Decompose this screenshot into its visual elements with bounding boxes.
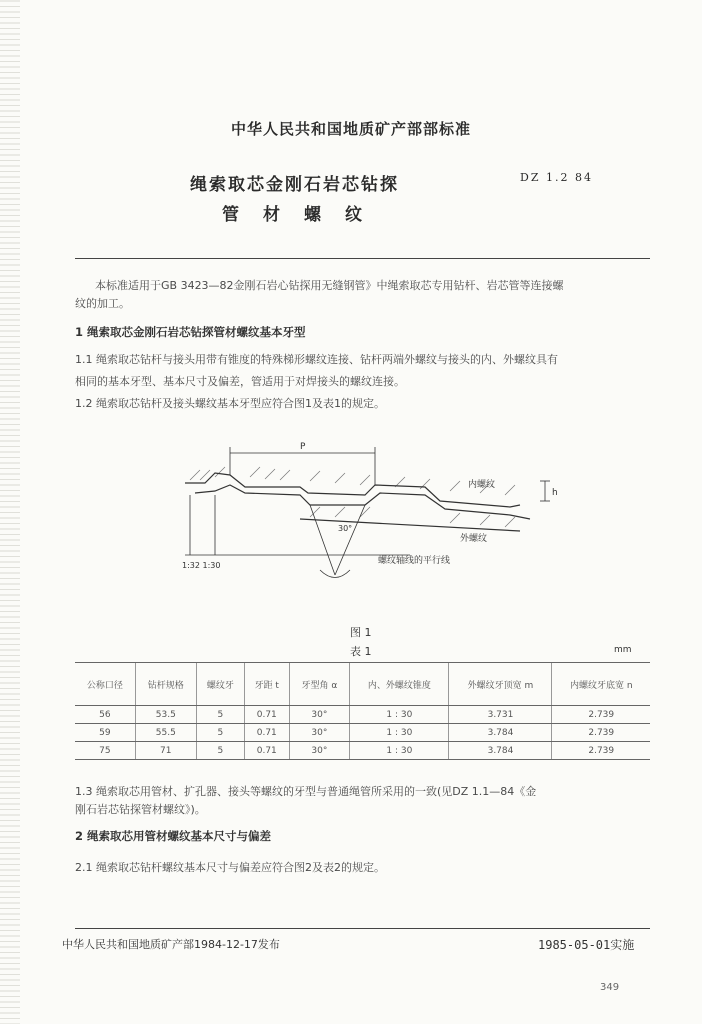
paragraph-2-1: 2.1 绳索取芯钻杆螺纹基本尺寸与偏差应符合图2及表2的规定。 [75, 861, 385, 874]
table-cell: 5 [196, 724, 244, 742]
document-title: 绳索取芯金刚石岩芯钻探 [190, 175, 399, 195]
issue-date: 中华人民共和国地质矿产部1984-12-17发布 [62, 938, 280, 951]
table-cell: 2.739 [552, 742, 650, 760]
taper-label: 1:32 1:30 [182, 561, 221, 570]
table-cell: 1 : 30 [350, 724, 449, 742]
table-cell: 3.784 [449, 724, 552, 742]
table-cell: 71 [135, 742, 196, 760]
paragraph-1-2: 1.2 绳索取芯钻杆及接头螺纹基本牙型应符合图1及表1的规定。 [75, 397, 385, 410]
table-row [75, 742, 650, 760]
table-cell: 75 [75, 742, 135, 760]
table-cell: 3.731 [449, 706, 552, 724]
table-cell: 0.71 [245, 706, 290, 724]
table-cell: 30° [289, 742, 350, 760]
table-header-cell: 钻杆规格 [135, 663, 196, 706]
paragraph-1-1-line2: 相同的基本牙型、基本尺寸及偏差，管适用于对焊接头的螺纹连接。 [75, 375, 405, 388]
table-cell: 30° [289, 724, 350, 742]
table-cell: 2.739 [552, 706, 650, 724]
effective-date: 1985-05-01实施 [538, 938, 635, 952]
table-cell: 53.5 [135, 706, 196, 724]
table-header-cell: 内、外螺纹锥度 [350, 663, 449, 706]
table-cell: 0.71 [245, 742, 290, 760]
table-caption: 表 1 [350, 645, 372, 658]
standard-code: DZ 1.2 84 [520, 171, 593, 184]
table-cell: 5 [196, 706, 244, 724]
table-row [75, 706, 650, 724]
table-cell: 5 [196, 742, 244, 760]
document-subtitle: 管材螺纹 [222, 205, 386, 225]
paragraph-1-1-line1: 1.1 绳索取芯钻杆与接头用带有锥度的特殊梯形螺纹连接、钻杆两端外螺纹与接头的内、外螺纹具有 [75, 353, 558, 366]
table-cell: 0.71 [245, 724, 290, 742]
table-header-cell: 牙距 t [245, 663, 290, 706]
inner-thread-label: 内螺纹 [468, 480, 496, 490]
dimension-P-label: P [300, 442, 306, 452]
table-header-cell: 内螺纹牙底宽 n [552, 663, 650, 706]
issuing-organization: 中华人民共和国地质矿产部部标准 [230, 120, 471, 138]
paragraph-1-3-line2: 刚石岩芯钻探管材螺纹》)。 [75, 803, 206, 816]
table-cell: 1 : 30 [350, 706, 449, 724]
intro-line2: 纹的加工。 [75, 297, 130, 310]
table-header-row [75, 663, 650, 706]
page-number: 349 [600, 982, 620, 993]
table-row [75, 724, 650, 742]
section-1-heading: 1 绳索取芯金刚石岩芯钻探管材螺纹基本牙型 [75, 325, 306, 339]
table-header-cell: 公称口径 [75, 663, 135, 706]
table-unit: mm [614, 645, 632, 655]
table-header-cell: 牙型角 α [289, 663, 350, 706]
table-cell: 30° [289, 706, 350, 724]
table-header-cell: 外螺纹牙顶宽 m [449, 663, 552, 706]
table-cell: 1 : 30 [350, 742, 449, 760]
table-cell: 56 [75, 706, 135, 724]
figure-caption: 图 1 [350, 626, 372, 639]
dimension-h-label: h [552, 488, 558, 498]
scanned-page-edge [0, 0, 20, 1024]
table-cell: 3.784 [449, 742, 552, 760]
table-cell: 59 [75, 724, 135, 742]
paragraph-1-3-line1: 1.3 绳索取芯用管材、扩孔器、接头等螺纹的牙型与普通绳管所采用的一致(见DZ 1.1—84《金 [75, 785, 537, 798]
header-rule [75, 258, 650, 259]
footer-rule [75, 928, 650, 929]
intro-line1: 本标准适用于GB 3423—82金刚石岩心钻探用无缝钢管》中绳索取芯专用钻杆、岩芯管等连接螺 [95, 279, 564, 292]
thread-parameters-table [75, 662, 650, 760]
axis-parallel-label: 螺纹轴线的平行线 [378, 556, 451, 566]
outer-thread-label: 外螺纹 [460, 534, 488, 544]
table-header-cell: 螺纹牙 [196, 663, 244, 706]
angle-label: 30° [338, 524, 353, 533]
table-cell: 2.739 [552, 724, 650, 742]
table-cell: 55.5 [135, 724, 196, 742]
thread-profile-figure [160, 435, 580, 595]
section-2-heading: 2 绳索取芯用管材螺纹基本尺寸与偏差 [75, 829, 272, 843]
